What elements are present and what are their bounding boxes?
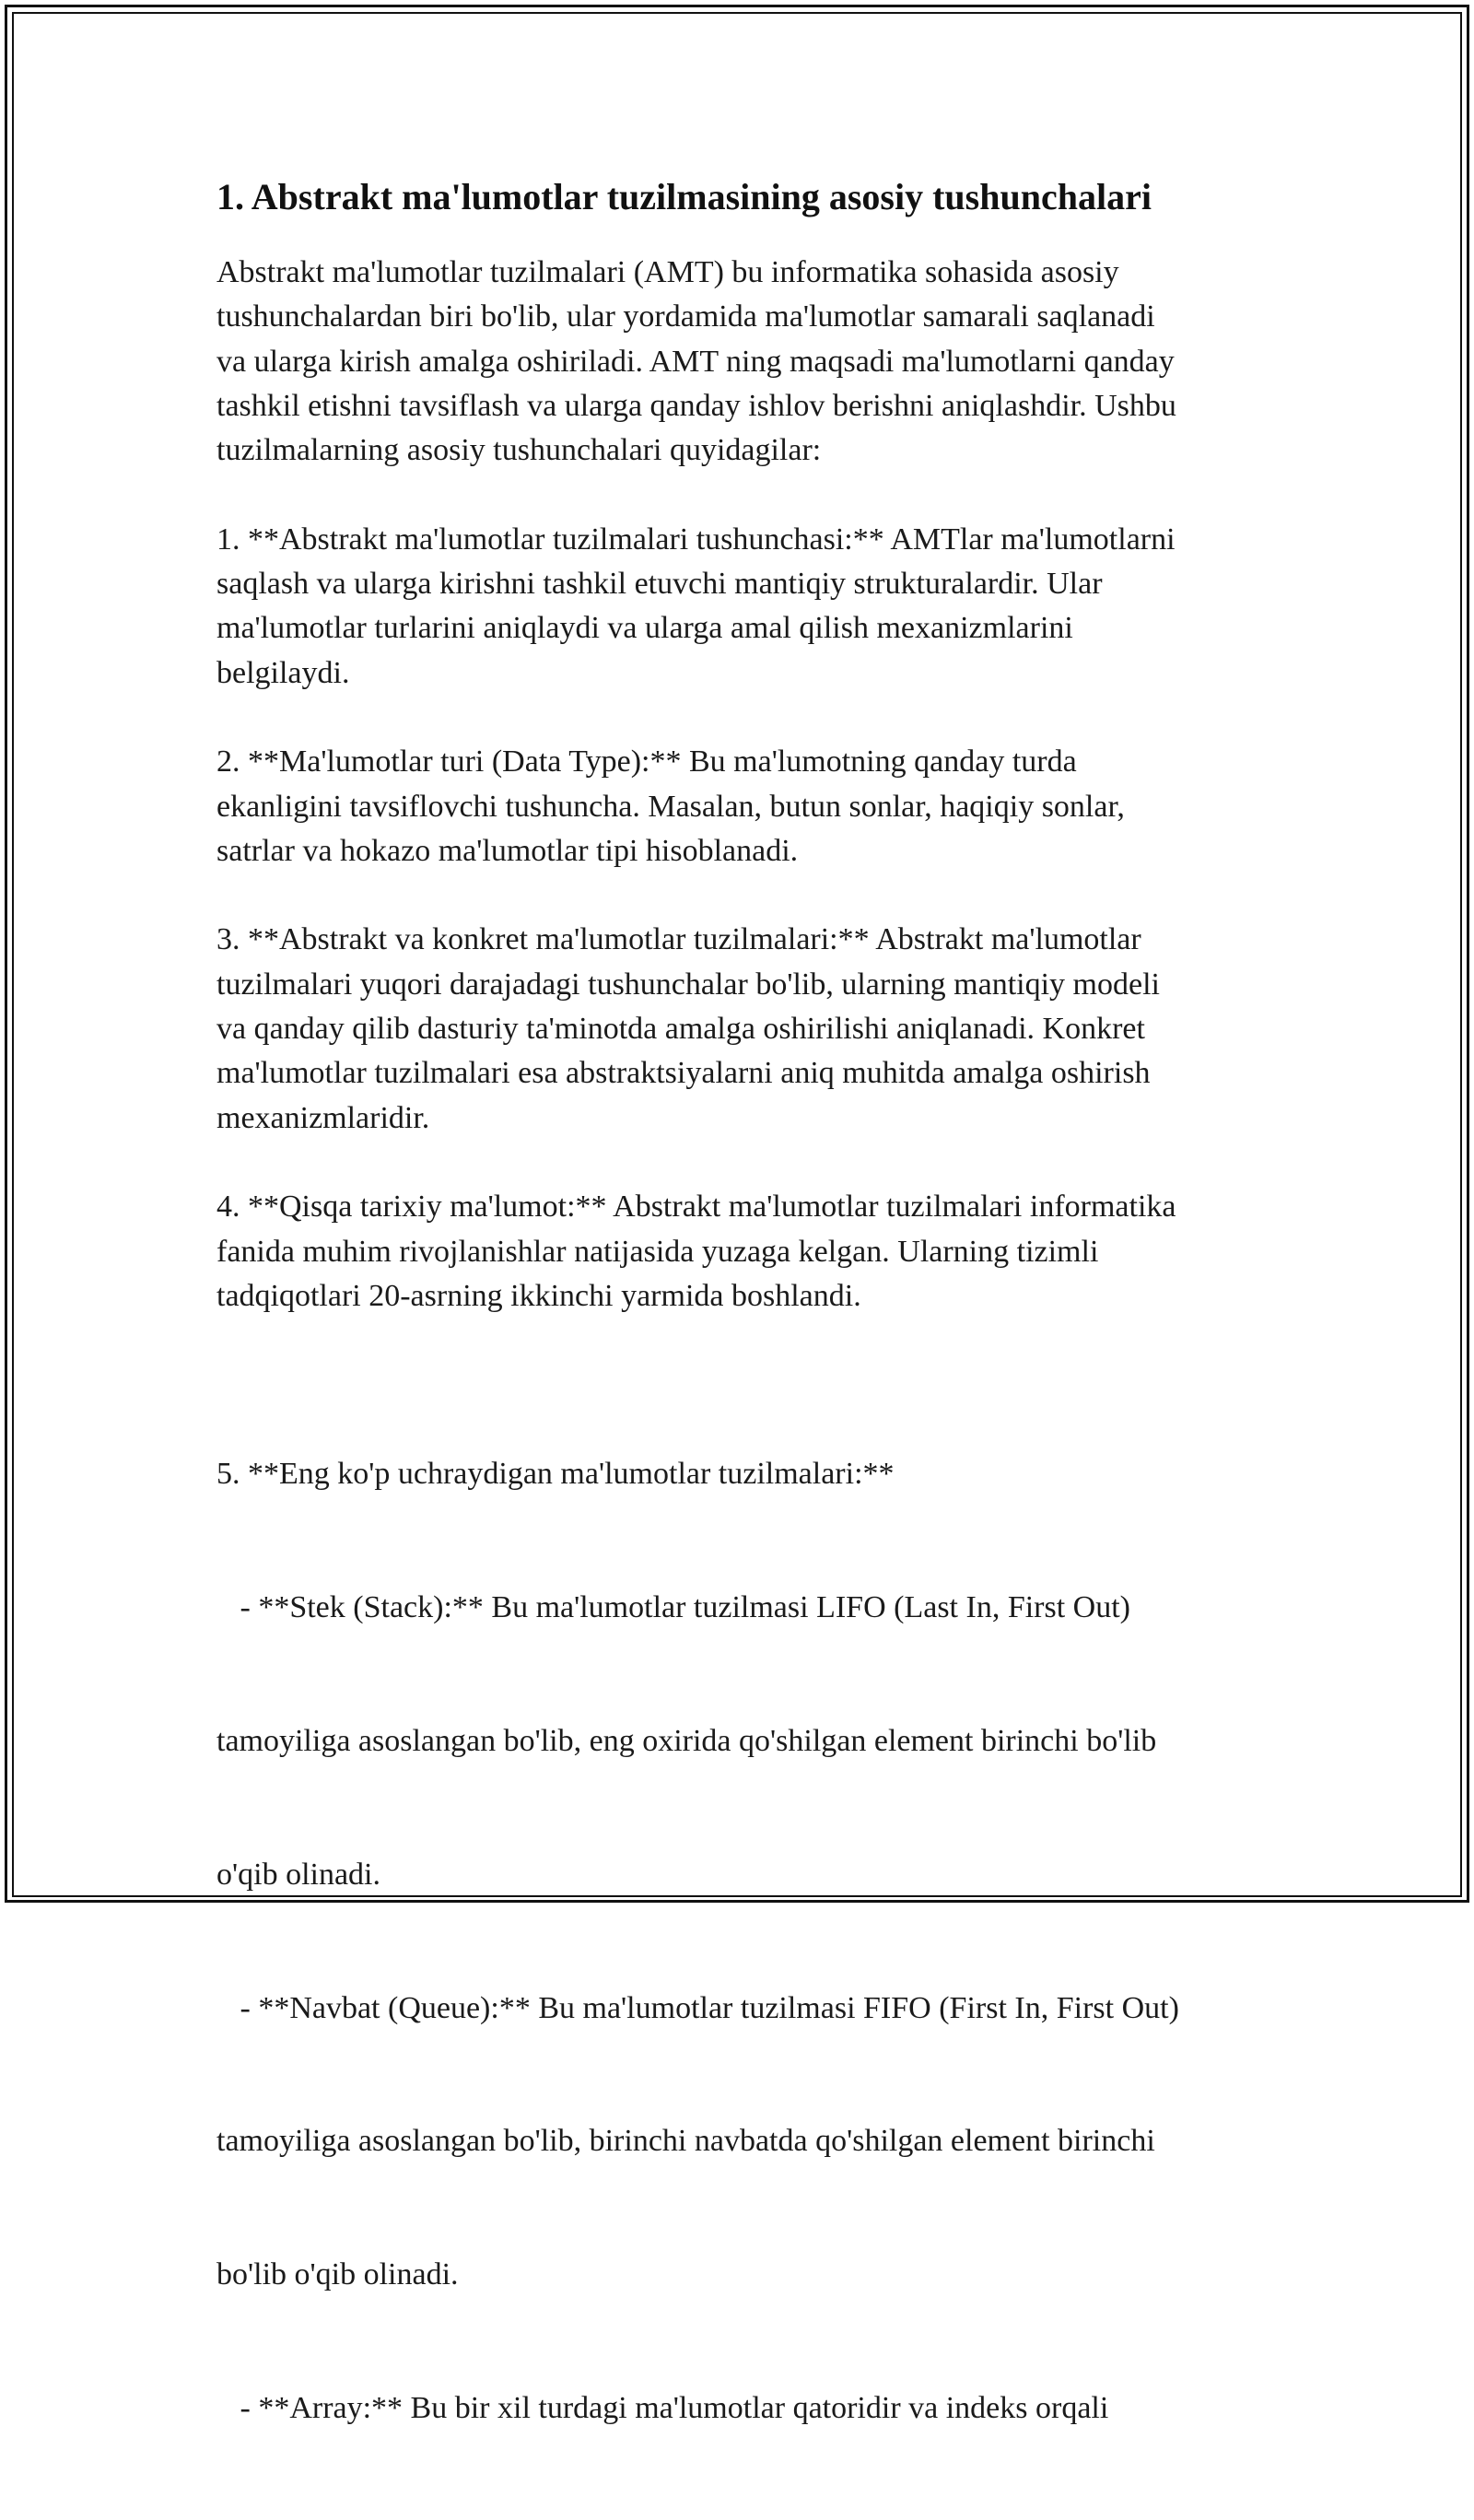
text-line: tuzilmalari yuqori darajadagi tushunchalar bo'lib, ularning mantiqiy modeli	[216, 967, 1160, 1002]
text-line: ma'lumotlar turlarini aniqlaydi va ularga amal qilish mexanizmlarini	[216, 611, 1073, 646]
list-item-5	[216, 1363, 1258, 2520]
sub-item-line: - **Navbat (Queue):** Bu ma'lumotlar tuzilmasi FIFO (First In, First Out)	[216, 1990, 1179, 2025]
text-line: o'qib olinadi.	[216, 1857, 381, 1892]
text-line: 4. **Qisqa tarixiy ma'lumot:** Abstrakt ma'lumotlar tuzilmalari informatika	[216, 1190, 1176, 1225]
text-line: va ularga kirish amalga oshiriladi. AMT ning maqsadi ma'lumotlarni qanday	[216, 344, 1175, 379]
text-line: tuzilmalarning asosiy tushunchalari quyidagilar:	[216, 433, 822, 468]
text-line: tushunchalardan biri bo'lib, ular yordamida ma'lumotlar samarali saqlanadi	[216, 299, 1155, 334]
text-line: ekanligini tavsiflovchi tushuncha. Masalan, butun sonlar, haqiqiy sonlar,	[216, 789, 1125, 824]
list-item-3	[216, 918, 1258, 1140]
paragraph-gap	[216, 1319, 1258, 1363]
text-line: tashkil etishni tavsiflash va ularga qanday ishlov berishni aniqlashdir. Ushbu	[216, 388, 1176, 423]
intro-paragraph	[216, 251, 1258, 473]
text-line: fanida muhim rivojlanishlar natijasida yuzaga kelgan. Ularning tizimli	[216, 1234, 1099, 1269]
text-line: mexanizmlaridir.	[216, 1100, 430, 1135]
text-line: tamoyiliga asoslangan bo'lib, birinchi navbatda qo'shilgan element birinchi	[216, 2124, 1155, 2159]
paragraph-gap	[216, 696, 1258, 740]
paragraph-gap	[216, 1141, 1258, 1185]
paragraph-gap	[216, 473, 1258, 517]
text-line: tadqiqotlari 20-asrning ikkinchi yarmida boshlandi.	[216, 1278, 861, 1313]
text-line: bo'lib o'qib olinadi.	[216, 2257, 459, 2292]
text-line: 3. **Abstrakt va konkret ma'lumotlar tuzilmalari:** Abstrakt ma'lumotlar	[216, 922, 1141, 957]
sub-item-line: - **Array:** Bu bir xil turdagi ma'lumotlar qatoridir va indeks orqali	[216, 2391, 1109, 2426]
section-heading: 1. Abstrakt ma'lumotlar tuzilmasining asosiy tushunchalari	[216, 176, 1152, 217]
text-line: ma'lumotlar tuzilmalari esa abstraktsiyalarni aniq muhitda amalga oshirish	[216, 1056, 1151, 1091]
paragraph-gap	[216, 873, 1258, 918]
text-line: 2. **Ma'lumotlar turi (Data Type):** Bu ma'lumotning qanday turda	[216, 744, 1077, 779]
list-item-4	[216, 1185, 1258, 1319]
text-line: Abstrakt ma'lumotlar tuzilmalari (AMT) bu informatika sohasida asosiy	[216, 255, 1119, 289]
sub-item-line: - **Stek (Stack):** Bu ma'lumotlar tuzilmasi LIFO (Last In, First Out)	[216, 1589, 1130, 1624]
list-item-1	[216, 518, 1258, 696]
text-line: 5. **Eng ko'p uchraydigan ma'lumotlar tuzilmalari:**	[216, 1457, 895, 1492]
text-line: satrlar va hokazo ma'lumotlar tipi hisoblanadi.	[216, 833, 799, 868]
text-line: va qanday qilib dasturiy ta'minotda amalga oshirilishi aniqlanadi. Konkret	[216, 1012, 1145, 1047]
text-line: saqlash va ularga kirishni tashkil etuvchi mantiqiy strukturalardir. Ular	[216, 567, 1103, 602]
text-line: tamoyiliga asoslangan bo'lib, eng oxirida qo'shilgan element birinchi bo'lib	[216, 1723, 1157, 1758]
text-line: belgilaydi.	[216, 655, 350, 690]
text-line: 1. **Abstrakt ma'lumotlar tuzilmalari tushunchasi:** AMTlar ma'lumotlarni	[216, 522, 1176, 557]
document-body	[216, 171, 1258, 2520]
list-item-2	[216, 740, 1258, 873]
